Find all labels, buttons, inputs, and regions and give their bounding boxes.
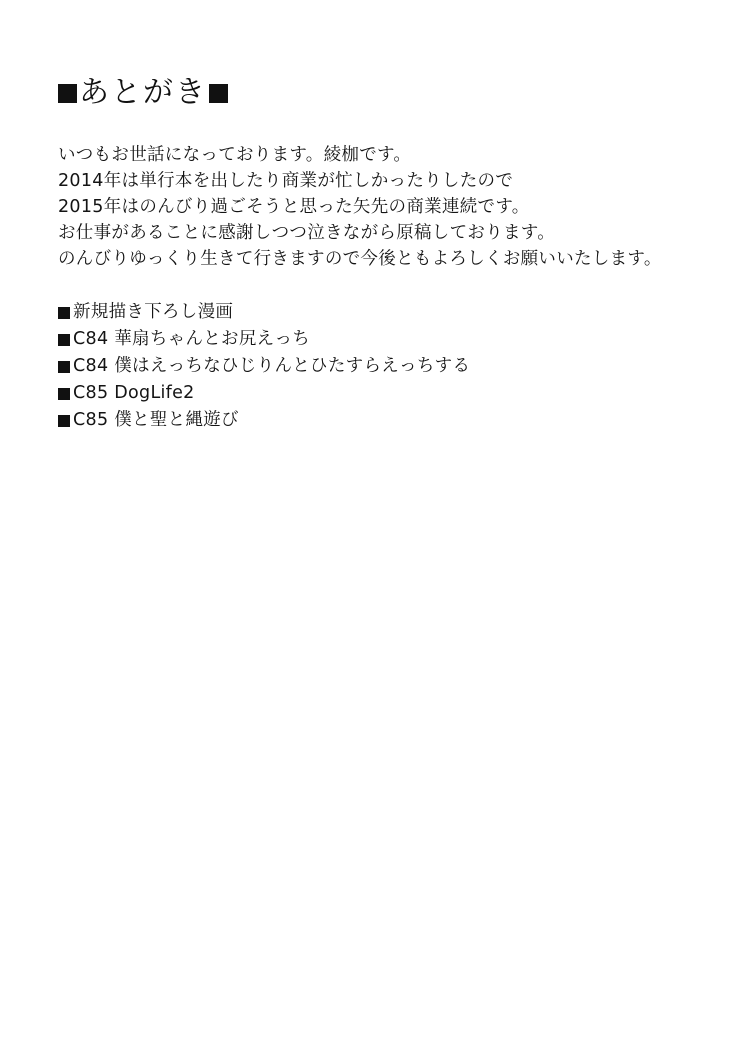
paragraph-line: 2015年はのんびり過ごそうと思った矢先の商業連続です。 [58, 197, 530, 217]
filled-square-icon [58, 84, 77, 103]
filled-square-icon [209, 84, 228, 103]
list-item-label: C84 僕はえっちなひじりんとひたすらえっちする [73, 356, 471, 376]
list-item [58, 300, 698, 325]
paragraph-line: 2014年は単行本を出したり商業が忙しかったりしたので [58, 171, 514, 191]
list-item [58, 408, 698, 433]
list-item-label: 新規描き下ろし漫画 [73, 302, 234, 322]
paragraph-line: のんびりゆっくり生きて行きますので今後ともよろしくお願いいたします。 [58, 249, 662, 269]
paragraph-line: お仕事があることに感謝しつつ泣きながら原稿しております。 [58, 223, 555, 243]
list-item-label: C84 華扇ちゃんとお尻えっち [73, 329, 311, 349]
page-title-text: あとがき [79, 75, 207, 110]
filled-square-icon [58, 415, 70, 427]
page-title [58, 75, 228, 110]
filled-square-icon [58, 334, 70, 346]
filled-square-icon [58, 388, 70, 400]
list-item [58, 354, 698, 379]
afterword-paragraph [58, 142, 698, 272]
filled-square-icon [58, 307, 70, 319]
list-item [58, 381, 698, 406]
list-item [58, 327, 698, 352]
list-item-label: C85 僕と聖と縄遊び [73, 410, 239, 430]
list-item-label: C85 DogLife2 [73, 383, 195, 403]
works-list [58, 300, 698, 435]
filled-square-icon [58, 361, 70, 373]
paragraph-line: いつもお世話になっております。綾枷です。 [58, 145, 412, 165]
